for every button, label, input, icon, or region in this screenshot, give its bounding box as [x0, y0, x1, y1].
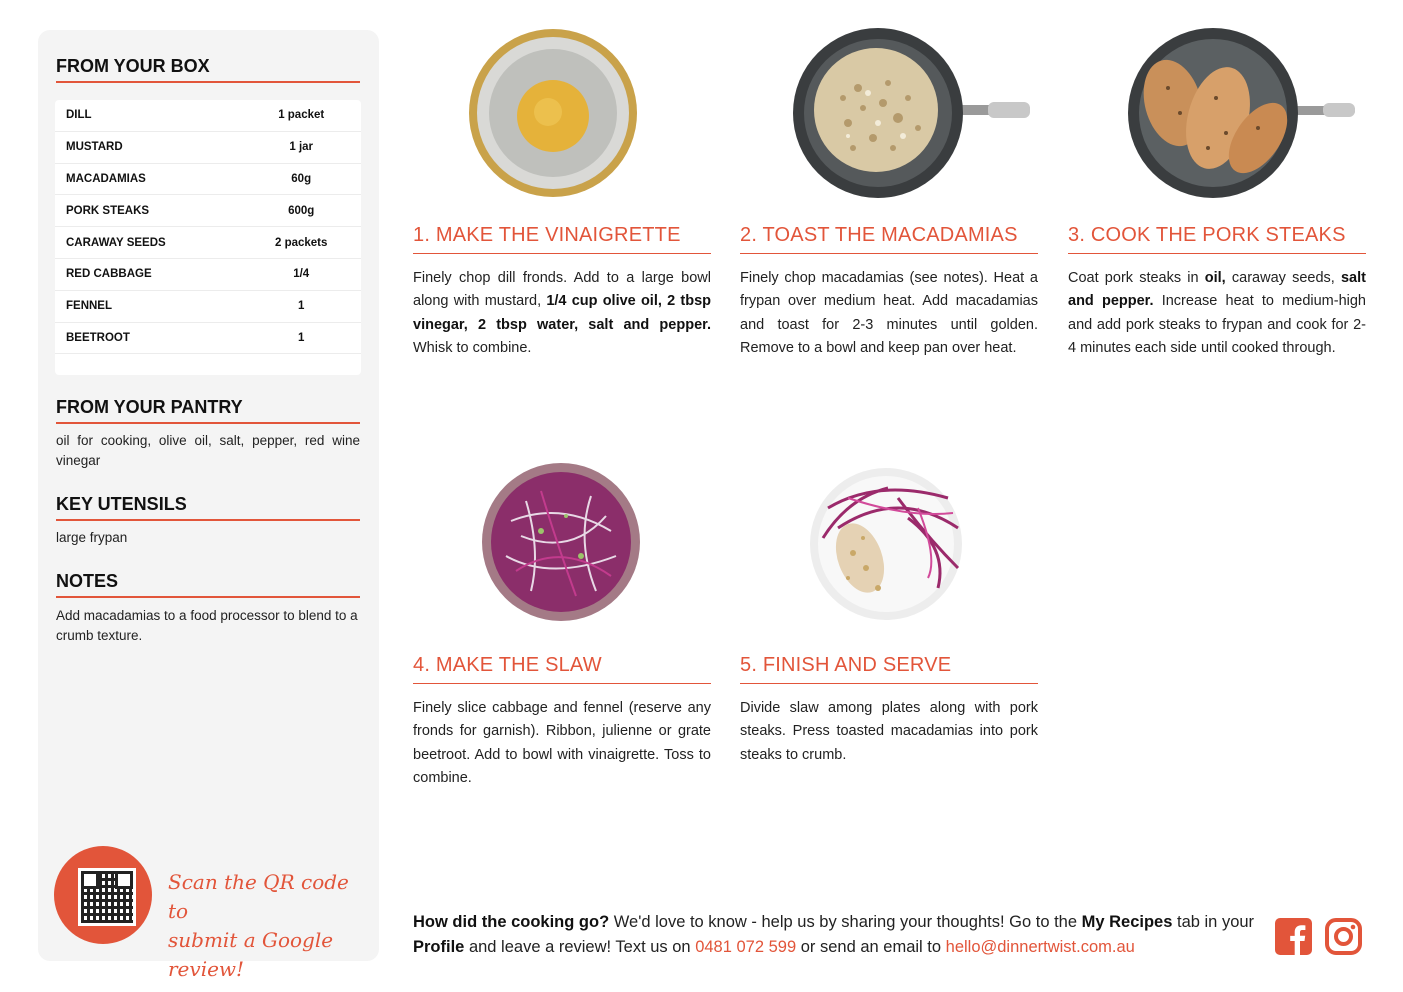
- text-segment: or send an email to: [796, 938, 946, 956]
- step-2-body: [740, 267, 1038, 361]
- text-segment: How did the cooking go?: [413, 913, 610, 931]
- finished-plate-image: [808, 458, 968, 624]
- step-4-title: 4. MAKE THE SLAW: [413, 654, 711, 684]
- key-utensils-heading: KEY UTENSILS: [56, 494, 360, 521]
- text-segment: oil,: [1204, 270, 1226, 286]
- vinaigrette-bowl-image: [468, 28, 638, 198]
- text-segment: Divide slaw among plates along with pork steaks. Press toasted macadamias into pork steaks to crumb.: [740, 700, 1038, 763]
- text-segment: Finely chop dill fronds. Add to a large bowl along with mustard,: [413, 270, 711, 310]
- text-segment: Finely slice cabbage and fennel (reserve any fronds for garnish). Ribbon, julienne or grate beetroot. Add to bowl with vinaigrette. Toss to combine.: [413, 700, 711, 787]
- table-row: [55, 259, 361, 291]
- qr-caption-line-1: Scan the QR code to: [168, 870, 349, 923]
- ingredient-qty: 1 jar: [289, 141, 314, 154]
- instagram-icon[interactable]: [1325, 918, 1362, 955]
- qr-code-icon: [78, 868, 136, 926]
- ingredient-name: PORK STEAKS: [66, 204, 150, 217]
- qr-code-badge[interactable]: [54, 846, 152, 944]
- review-footer-text: [413, 910, 1263, 960]
- text-segment: My Recipes: [1081, 913, 1173, 931]
- ingredient-name: FENNEL: [66, 300, 112, 313]
- notes-heading: NOTES: [56, 571, 360, 598]
- contact-link[interactable]: hello@dinnertwist.com.au: [945, 938, 1135, 956]
- table-row: [55, 100, 361, 132]
- ingredient-qty: 2 packets: [274, 236, 328, 249]
- from-your-pantry-heading: FROM YOUR PANTRY: [56, 397, 360, 424]
- table-row: [55, 132, 361, 164]
- text-segment: Coat pork steaks in: [1068, 270, 1205, 286]
- slaw-bowl-image: [481, 461, 641, 623]
- table-row: [55, 323, 361, 355]
- box-ingredients-table: [55, 100, 361, 375]
- ingredient-qty: 1: [298, 300, 305, 313]
- text-segment: We'd love to know - help us by sharing your thoughts! Go to the: [609, 913, 1082, 931]
- text-segment: 1/4 cup olive oil, 2 tbsp vinegar, 2 tbsp water, salt and pepper.: [413, 293, 711, 333]
- macadamias-frypan-image: [788, 28, 1033, 198]
- ingredients-sidebar: [38, 30, 379, 981]
- text-segment: salt and pepper.: [1068, 270, 1366, 310]
- pantry-text: oil for cooking, olive oil, salt, pepper, red wine vinegar: [56, 433, 360, 468]
- ingredient-name: MACADAMIAS: [66, 172, 146, 185]
- step-2-title: 2. TOAST THE MACADAMIAS: [740, 224, 1038, 254]
- utensils-text: large frypan: [56, 530, 128, 545]
- text-segment: and leave a review! Text us on: [464, 938, 696, 956]
- step-1-body: [413, 267, 711, 361]
- ingredient-name: DILL: [66, 109, 92, 122]
- table-row: [55, 227, 361, 259]
- ingredient-qty: 600g: [288, 204, 315, 217]
- step-4-body: [413, 697, 711, 791]
- ingredient-qty: 1/4: [293, 268, 310, 281]
- text-segment: Finely chop macadamias (see notes). Heat a frypan over medium heat. Add macadamias and toast for 2-3 minutes until golden. Remove to a bowl and keep pan over heat.: [740, 270, 1038, 357]
- ingredient-qty: 60g: [291, 172, 312, 185]
- notes-text: Add macadamias to a food processor to blend to a crumb texture.: [56, 608, 358, 643]
- ingredient-qty: 1 packet: [278, 109, 325, 122]
- ingredient-qty: 1: [298, 331, 305, 344]
- contact-link[interactable]: 0481 072 599: [695, 938, 797, 956]
- text-segment: Increase heat to medium-high and add pork steaks to frypan and cook for 2-4 minutes each side until cooked through.: [1068, 293, 1366, 357]
- step-5-body: [740, 697, 1038, 767]
- pork-steaks-frypan-image: [1118, 28, 1358, 198]
- qr-caption-line-2: submit a Google review!: [168, 928, 334, 981]
- step-5-title: 5. FINISH AND SERVE: [740, 654, 1038, 684]
- table-row: [55, 195, 361, 227]
- ingredient-name: RED CABBAGE: [66, 268, 152, 281]
- qr-caption: [168, 868, 368, 984]
- facebook-icon[interactable]: [1275, 918, 1312, 955]
- ingredient-name: BEETROOT: [66, 331, 130, 344]
- step-3-title: 3. COOK THE PORK STEAKS: [1068, 224, 1366, 254]
- table-row: [55, 164, 361, 196]
- step-1-title: 1. MAKE THE VINAIGRETTE: [413, 224, 711, 254]
- text-segment: Profile: [413, 938, 465, 956]
- text-segment: tab in your: [1172, 913, 1255, 931]
- ingredient-name: CARAWAY SEEDS: [66, 236, 166, 249]
- text-segment: Whisk to combine.: [413, 340, 532, 357]
- table-row: [55, 291, 361, 323]
- text-segment: caraway seeds,: [1225, 270, 1341, 286]
- from-your-box-heading: FROM YOUR BOX: [56, 56, 360, 83]
- step-3-body: [1068, 267, 1366, 361]
- ingredient-name: MUSTARD: [66, 141, 123, 154]
